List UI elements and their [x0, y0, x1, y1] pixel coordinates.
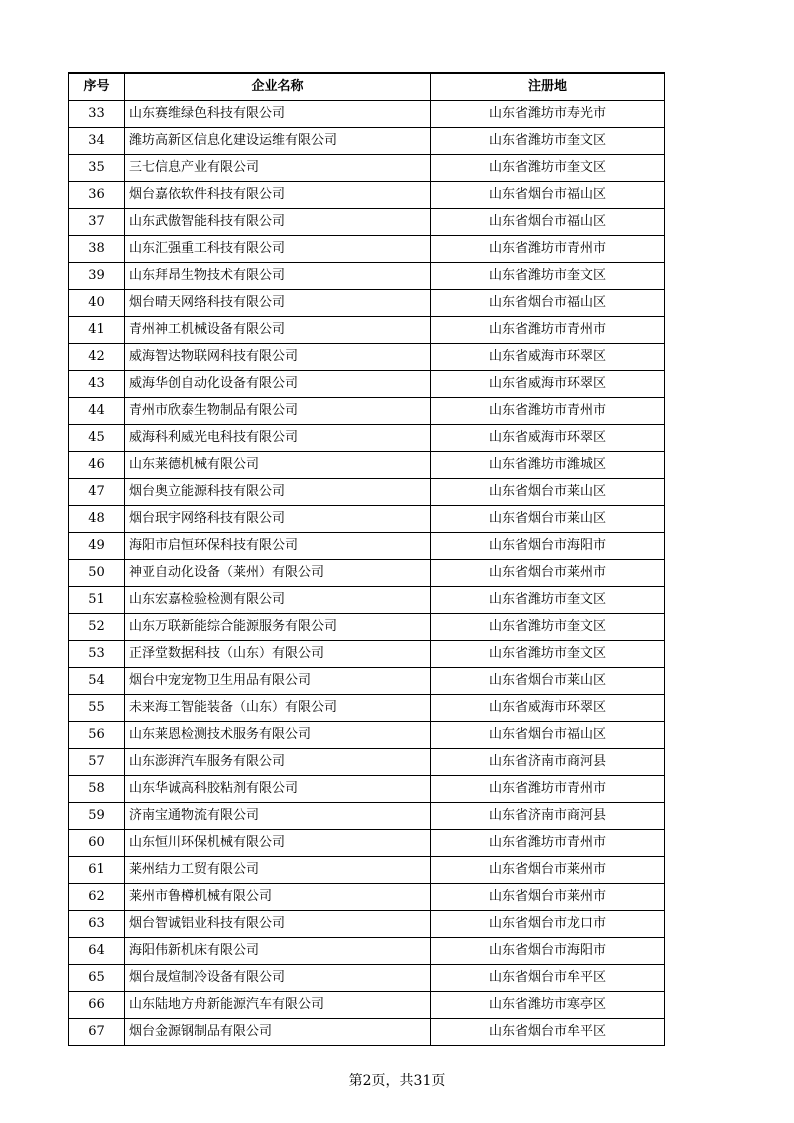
row-index-cell: 39 [69, 263, 125, 290]
row-index-cell: 38 [69, 236, 125, 263]
table-row [69, 884, 665, 911]
table-row [69, 533, 665, 560]
company-name-cell: 济南宝通物流有限公司 [125, 803, 431, 830]
row-index-cell: 40 [69, 290, 125, 317]
table-row [69, 209, 665, 236]
table-row [69, 128, 665, 155]
registered-location-cell: 山东省济南市商河县 [431, 803, 665, 830]
registered-location-cell: 山东省烟台市莱山区 [431, 506, 665, 533]
table-row [69, 290, 665, 317]
table-row [69, 911, 665, 938]
registered-location-cell: 山东省烟台市莱州市 [431, 884, 665, 911]
row-index-cell: 51 [69, 587, 125, 614]
registered-location-cell: 山东省烟台市莱州市 [431, 857, 665, 884]
row-index-cell: 55 [69, 695, 125, 722]
company-name-cell: 山东万联新能综合能源服务有限公司 [125, 614, 431, 641]
table-row [69, 614, 665, 641]
row-index-cell: 64 [69, 938, 125, 965]
table-row [69, 857, 665, 884]
table-row [69, 992, 665, 1019]
table-row [69, 101, 665, 128]
company-name-cell: 烟台中宠宠物卫生用品有限公司 [125, 668, 431, 695]
company-name-cell: 烟台智诚铝业科技有限公司 [125, 911, 431, 938]
registered-location-cell: 山东省烟台市龙口市 [431, 911, 665, 938]
row-index-cell: 65 [69, 965, 125, 992]
company-name-cell: 潍坊高新区信息化建设运维有限公司 [125, 128, 431, 155]
table-row [69, 587, 665, 614]
registered-location-cell: 山东省烟台市海阳市 [431, 533, 665, 560]
row-index-cell: 59 [69, 803, 125, 830]
row-index-cell: 57 [69, 749, 125, 776]
page-footer: 第2页，共31页 [348, 1073, 446, 1089]
row-index-cell: 34 [69, 128, 125, 155]
header-row [69, 73, 665, 101]
row-index-cell: 35 [69, 155, 125, 182]
table-row [69, 452, 665, 479]
company-name-cell: 山东武傲智能科技有限公司 [125, 209, 431, 236]
company-name-cell: 威海科利威光电科技有限公司 [125, 425, 431, 452]
table-row [69, 398, 665, 425]
table-row [69, 668, 665, 695]
row-index-cell: 50 [69, 560, 125, 587]
table-row [69, 317, 665, 344]
company-name-cell: 威海华创自动化设备有限公司 [125, 371, 431, 398]
table-row [69, 722, 665, 749]
table-row [69, 641, 665, 668]
table-body [69, 101, 665, 1046]
row-index-cell: 46 [69, 452, 125, 479]
table-row [69, 182, 665, 209]
registered-location-cell: 山东省烟台市牟平区 [431, 1019, 665, 1046]
registered-location-cell: 山东省潍坊市奎文区 [431, 587, 665, 614]
row-index-cell: 36 [69, 182, 125, 209]
table-row [69, 1019, 665, 1046]
row-index-cell: 45 [69, 425, 125, 452]
row-index-cell: 37 [69, 209, 125, 236]
company-name-cell: 莱州结力工贸有限公司 [125, 857, 431, 884]
registered-location-cell: 山东省潍坊市奎文区 [431, 641, 665, 668]
company-name-cell: 莱州市鲁樽机械有限公司 [125, 884, 431, 911]
registered-location-cell: 山东省潍坊市青州市 [431, 776, 665, 803]
company-name-cell: 山东莱恩检测技术服务有限公司 [125, 722, 431, 749]
row-index-cell: 44 [69, 398, 125, 425]
row-index-cell: 61 [69, 857, 125, 884]
registered-location-cell: 山东省济南市商河县 [431, 749, 665, 776]
header-index: 序号 [69, 73, 125, 101]
header-company-name: 企业名称 [125, 73, 431, 101]
registered-location-cell: 山东省潍坊市寒亭区 [431, 992, 665, 1019]
company-name-cell: 山东汇强重工科技有限公司 [125, 236, 431, 263]
row-index-cell: 58 [69, 776, 125, 803]
row-index-cell: 66 [69, 992, 125, 1019]
table-row [69, 236, 665, 263]
row-index-cell: 63 [69, 911, 125, 938]
registered-location-cell: 山东省潍坊市青州市 [431, 830, 665, 857]
row-index-cell: 41 [69, 317, 125, 344]
company-name-cell: 山东恒川环保机械有限公司 [125, 830, 431, 857]
table-row [69, 479, 665, 506]
company-name-cell: 烟台珉宇网络科技有限公司 [125, 506, 431, 533]
table-row [69, 560, 665, 587]
table-row [69, 938, 665, 965]
company-name-cell: 山东赛维绿色科技有限公司 [125, 101, 431, 128]
row-index-cell: 52 [69, 614, 125, 641]
company-name-cell: 烟台晴天网络科技有限公司 [125, 290, 431, 317]
table-row [69, 371, 665, 398]
row-index-cell: 33 [69, 101, 125, 128]
registered-location-cell: 山东省潍坊市奎文区 [431, 155, 665, 182]
table-row [69, 425, 665, 452]
company-name-cell: 海阳伟新机床有限公司 [125, 938, 431, 965]
registered-location-cell: 山东省潍坊市奎文区 [431, 614, 665, 641]
table-row [69, 965, 665, 992]
company-name-cell: 海阳市启恒环保科技有限公司 [125, 533, 431, 560]
row-index-cell: 49 [69, 533, 125, 560]
company-name-cell: 正泽堂数据科技（山东）有限公司 [125, 641, 431, 668]
table-row [69, 776, 665, 803]
registered-location-cell: 山东省潍坊市奎文区 [431, 263, 665, 290]
company-name-cell: 神亚自动化设备（莱州）有限公司 [125, 560, 431, 587]
header-registered-location: 注册地 [431, 73, 665, 101]
company-name-cell: 未来海工智能装备（山东）有限公司 [125, 695, 431, 722]
company-name-cell: 山东宏嘉检验检测有限公司 [125, 587, 431, 614]
company-name-cell: 山东澎湃汽车服务有限公司 [125, 749, 431, 776]
registered-location-cell: 山东省潍坊市青州市 [431, 317, 665, 344]
table-row [69, 155, 665, 182]
registered-location-cell: 山东省烟台市福山区 [431, 209, 665, 236]
table-row [69, 506, 665, 533]
row-index-cell: 43 [69, 371, 125, 398]
row-index-cell: 54 [69, 668, 125, 695]
registered-location-cell: 山东省潍坊市潍城区 [431, 452, 665, 479]
registered-location-cell: 山东省威海市环翠区 [431, 371, 665, 398]
row-index-cell: 56 [69, 722, 125, 749]
company-name-cell: 烟台嘉依软件科技有限公司 [125, 182, 431, 209]
table-row [69, 263, 665, 290]
registered-location-cell: 山东省烟台市莱山区 [431, 479, 665, 506]
registered-location-cell: 山东省潍坊市奎文区 [431, 128, 665, 155]
table-row [69, 344, 665, 371]
company-name-cell: 山东华诚高科胶粘剂有限公司 [125, 776, 431, 803]
registered-location-cell: 山东省潍坊市青州市 [431, 236, 665, 263]
row-index-cell: 47 [69, 479, 125, 506]
registered-location-cell: 山东省潍坊市寿光市 [431, 101, 665, 128]
row-index-cell: 53 [69, 641, 125, 668]
row-index-cell: 62 [69, 884, 125, 911]
row-index-cell: 48 [69, 506, 125, 533]
company-name-cell: 烟台奥立能源科技有限公司 [125, 479, 431, 506]
registered-location-cell: 山东省烟台市福山区 [431, 722, 665, 749]
row-index-cell: 42 [69, 344, 125, 371]
registered-location-cell: 山东省烟台市莱州市 [431, 560, 665, 587]
company-name-cell: 烟台晟煊制冷设备有限公司 [125, 965, 431, 992]
table-row [69, 749, 665, 776]
registered-location-cell: 山东省潍坊市青州市 [431, 398, 665, 425]
company-name-cell: 山东陆地方舟新能源汽车有限公司 [125, 992, 431, 1019]
company-name-cell: 三七信息产业有限公司 [125, 155, 431, 182]
company-name-cell: 烟台金源钢制品有限公司 [125, 1019, 431, 1046]
registered-location-cell: 山东省烟台市海阳市 [431, 938, 665, 965]
table-header [69, 73, 665, 101]
registered-location-cell: 山东省烟台市福山区 [431, 182, 665, 209]
registered-location-cell: 山东省烟台市福山区 [431, 290, 665, 317]
registered-location-cell: 山东省威海市环翠区 [431, 695, 665, 722]
company-name-cell: 山东莱德机械有限公司 [125, 452, 431, 479]
row-index-cell: 60 [69, 830, 125, 857]
registered-location-cell: 山东省威海市环翠区 [431, 425, 665, 452]
row-index-cell: 67 [69, 1019, 125, 1046]
company-name-cell: 青州市欣泰生物制品有限公司 [125, 398, 431, 425]
table-row [69, 803, 665, 830]
registered-location-cell: 山东省威海市环翠区 [431, 344, 665, 371]
company-name-cell: 威海智达物联网科技有限公司 [125, 344, 431, 371]
company-roster-table [68, 72, 665, 1046]
company-name-cell: 山东拜昂生物技术有限公司 [125, 263, 431, 290]
registered-location-cell: 山东省烟台市牟平区 [431, 965, 665, 992]
company-name-cell: 青州神工机械设备有限公司 [125, 317, 431, 344]
registered-location-cell: 山东省烟台市莱山区 [431, 668, 665, 695]
table-row [69, 830, 665, 857]
table-row [69, 695, 665, 722]
